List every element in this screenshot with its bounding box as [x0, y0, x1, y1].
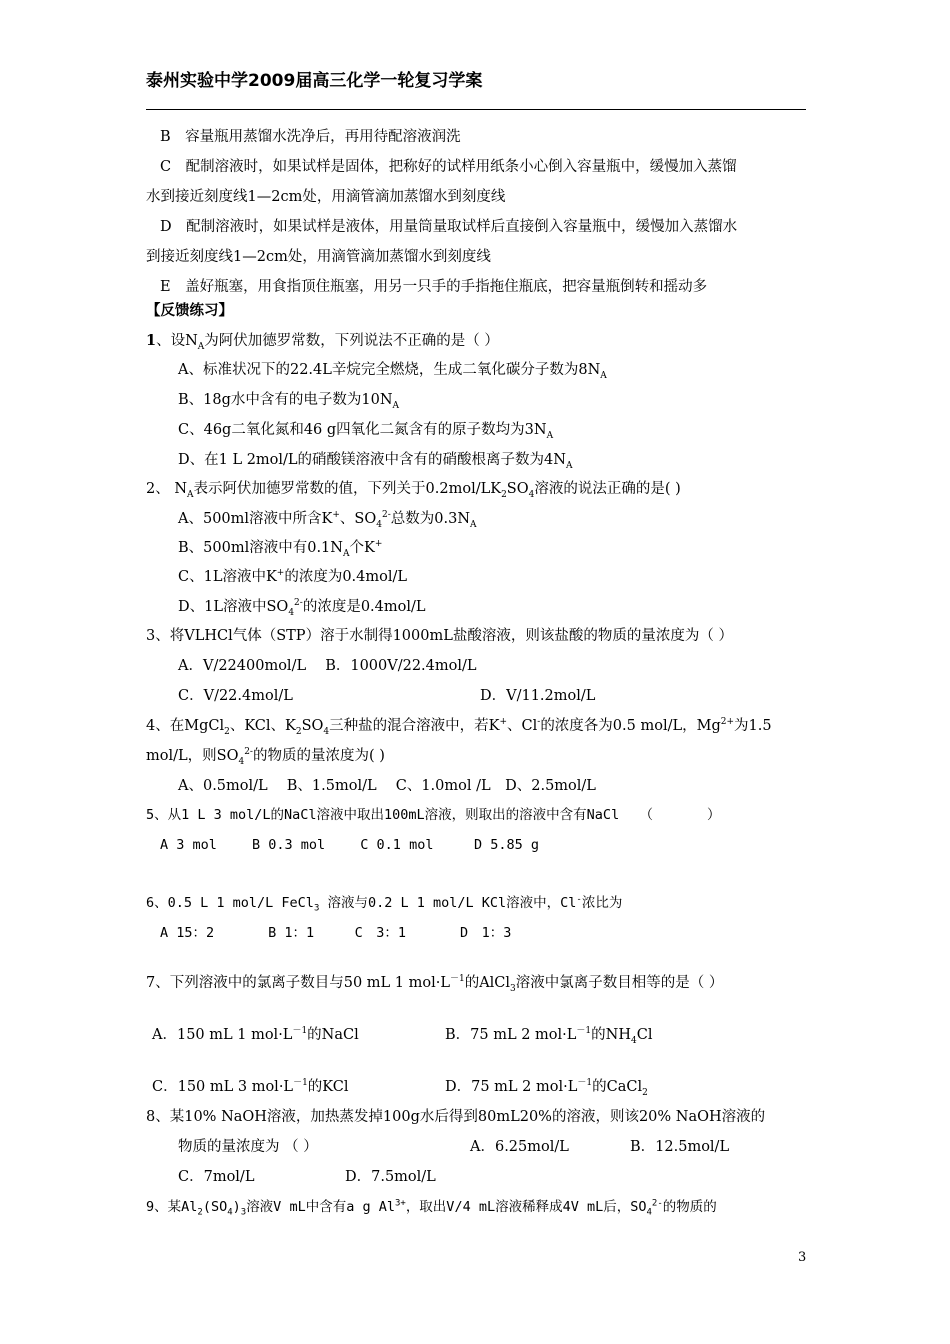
option-b-prev: B 容量瓶用蒸馏水洗净后，再用待配溶液润洗 [160, 129, 461, 145]
header-rule [146, 109, 806, 110]
option-c-prev-line1: C 配制溶液时，如果试样是固体，把称好的试样用纸条小心倒入容量瓶中，缓慢加入蒸馏 [160, 159, 737, 175]
question-8-stem-line1: 8、某10% NaOH溶液，加热蒸发掉100g水后得到80mL20%的溶液，则该20% NaOH溶液的 [146, 1109, 766, 1125]
question-9-stem: 9、某$Al_2(SO_4)_3$溶液V mL中含有a g $Al^{3+}$，取出V/4 mL溶液稀释成4V mL后，$SO_4^{2-}$的物质的 [146, 1198, 717, 1218]
question-2-option-a: A、500ml溶液中所含K+、$SO_4^{2-}$总数为$0.3N_A$ [178, 510, 477, 530]
question-6-options: A 15：2 B 1：1 C 3：1 D 1：3 [160, 925, 512, 941]
question-4-options: A、0.5mol/L B、1.5mol/L C、1.0mol /L D、2.5mol/L [178, 778, 596, 794]
question-8-option-c: C．7mol/L [178, 1169, 255, 1185]
question-2-option-c: C、1L溶液中K+的浓度为0.4mol/L [178, 568, 408, 585]
page-number: 3 [798, 1250, 807, 1265]
question-5-options: A 3 mol B 0.3 mol C 0.1 mol D 5.85 g [160, 837, 539, 853]
question-8-stem-line2: 物质的量浓度为 （ ） [178, 1139, 318, 1155]
question-3-options-ab: A．V/22400mol/L B．1000V/22.4mol/L [178, 658, 477, 674]
question-8-option-d: D．7.5mol/L [345, 1169, 436, 1185]
question-1-option-d: D、在1 L 2mol/L的硝酸镁溶液中含有的硝酸根离子数为$4N_A$ [178, 452, 573, 471]
option-c-prev-line2: 水到接近刻度线1—2cm处，用滴管滴加蒸馏水到刻度线 [146, 189, 506, 205]
question-3-option-c: C．V/22.4mol/L [178, 688, 293, 704]
question-6-stem: 6、0.5 L 1 mol/L FeCl$_3$ 溶液与0.2 L 1 mol/L KCl溶液中，Cl-浓比为 [146, 894, 623, 914]
section-title: 【反馈练习】 [146, 302, 233, 319]
option-e-prev: E 盖好瓶塞，用食指顶住瓶塞，用另一只手的手指拖住瓶底，把容量瓶倒转和摇动多 [160, 279, 708, 295]
question-8-option-b: B．12.5mol/L [630, 1139, 730, 1155]
question-4-stem-line2: mol/L，则$SO_4^{2-}$的物质的量浓度为( ) [146, 747, 385, 767]
question-7-option-b: B．75 mL 2 $mol\cdot L^{-1}$的$NH_4Cl$ [445, 1026, 653, 1046]
question-1-option-b: B、18g水中含有的电子数为$10N_A$ [178, 392, 400, 411]
option-d-prev-line1: D 配制溶液时，如果试样是液体，用量筒量取试样后直接倒入容量瓶中，缓慢加入蒸馏水 [160, 219, 738, 235]
option-d-prev-line2: 到接近刻度线1—2cm处，用滴管滴加蒸馏水到刻度线 [146, 249, 491, 265]
question-7-option-c: C．150 mL 3 $mol\cdot L^{-1}$的KCl [152, 1078, 349, 1095]
question-7-stem: 7、下列溶液中的氯离子数目与50 mL 1 $mol\cdot L^{-1}$的AlCl$_3$溶液中氯离子数目相等的是（ ） [146, 974, 724, 994]
question-2-option-d: D、1L溶液中$SO_4^{2-}$的浓度是0.4mol/L [178, 598, 426, 618]
question-8-option-a: A．6.25mol/L [470, 1139, 569, 1155]
question-4-stem-line1: 4、在MgCl$_2$、KCl、$K_2SO_4$三种盐的混合溶液中，若K+、Cl-的浓度各为0.5 mol/L，$Mg^{2+}$为1.5 [146, 717, 772, 737]
question-1-number: 1 [146, 332, 157, 349]
question-3-option-d: D．V/11.2mol/L [480, 688, 596, 704]
question-5-stem: 5、从1 L 3 mol/L的NaCl溶液中取出100mL溶液，则取出的溶液中含有NaCl （ ） [146, 807, 721, 823]
question-2-option-b: B、500ml溶液中有$0.1N_A$个K+ [178, 539, 383, 559]
question-7-option-a: A．150 mL 1 $mol\cdot L^{-1}$的NaCl [152, 1026, 359, 1043]
question-7-option-d: D．75 mL 2 $mol\cdot L^{-1}$的CaCl$_2$ [445, 1078, 648, 1098]
header-title: 泰州实验中学2009届高三化学一轮复习学案 [146, 71, 483, 91]
question-1-option-c: C、46g二氧化氮和46 g四氧化二氮含有的原子数均为$3N_A$ [178, 422, 554, 441]
question-2-stem: 2、 $N_A$表示阿伏加德罗常数的值，下列关于$0.2mol/LK_2SO_4$溶液的说法正确的是( ) [146, 481, 681, 500]
question-3-stem: 3、将VLHCl气体（STP）溶于水制得1000mL盐酸溶液，则该盐酸的物质的量浓度为（ ） [146, 628, 733, 644]
question-1-stem: 1、设$N_A$为阿伏加德罗常数，下列说法不正确的是（ ） [146, 332, 499, 352]
question-1-option-a: A、标准状况下的22.4L辛烷完全燃烧，生成二氧化碳分子数为$8N_A$ [178, 362, 607, 381]
